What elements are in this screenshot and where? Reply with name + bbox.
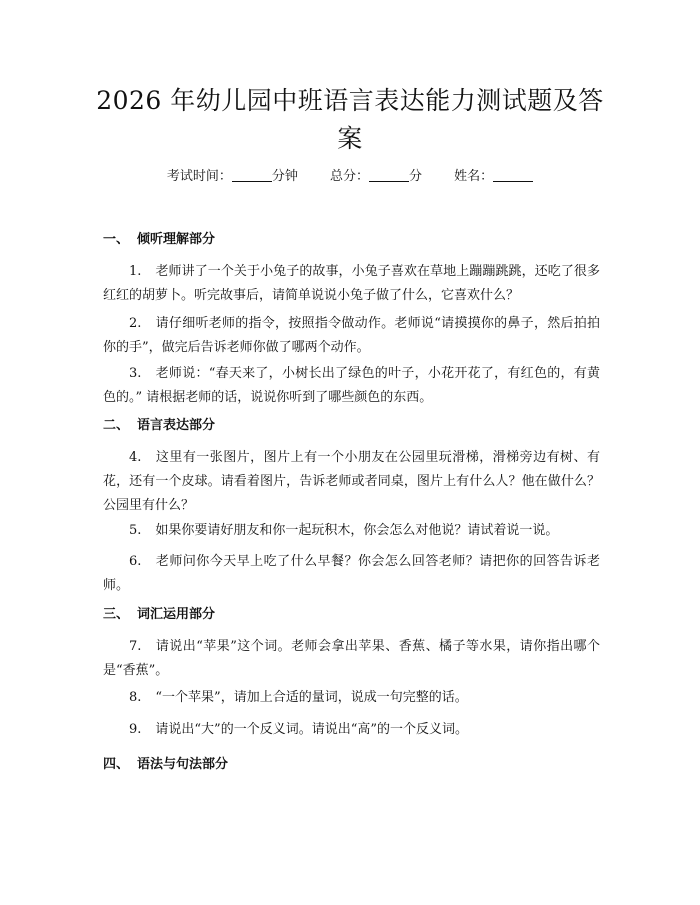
question-number: 5. xyxy=(129,523,142,538)
question-number: 8. xyxy=(129,690,142,705)
question-item xyxy=(103,550,600,598)
question-text: 这里有一张图片，图片上有一个小朋友在公园里玩滑梯，滑梯旁边有树、有花，还有一个皮球。请看着图片，告诉老师或者同桌，图片上有什么人？他在做什么？公园里有什么？ xyxy=(103,450,600,513)
title-line-1: 2026 年幼儿园中班语言表达能力测试题及答 xyxy=(96,86,604,115)
question-number: 9. xyxy=(129,722,142,737)
question-number: 3. xyxy=(129,366,142,381)
question-number: 6. xyxy=(129,554,142,569)
question-text: 老师说：“春天来了，小树长出了绿色的叶子，小花开花了，有红色的，有黄色的。” 请根据老师的话，说说你听到了哪些颜色的东西。 xyxy=(103,366,600,405)
section-heading xyxy=(103,231,215,249)
question-text: 请说出“大”的一个反义词。请说出“高”的一个反义词。 xyxy=(155,722,468,737)
section-number: 二、 xyxy=(103,418,130,433)
question-text: 老师问你今天早上吃了什么早餐？你会怎么回答老师？请把你的回答告诉老师。 xyxy=(103,554,600,593)
question-item xyxy=(103,635,600,683)
question-item xyxy=(103,362,600,410)
question-text: “一个苹果”，请加上合适的量词，说成一句完整的话。 xyxy=(155,690,468,705)
question-text: 老师讲了一个关于小兔子的故事，小兔子喜欢在草地上蹦蹦跳跳，还吃了很多红红的胡萝卜。听完故事后，请简单说说小兔子做了什么，它喜欢什么？ xyxy=(103,264,600,303)
exam-time-blank xyxy=(232,181,272,182)
section-title: 语法与句法部分 xyxy=(137,757,229,772)
question-number: 2. xyxy=(129,316,142,331)
exam-time-unit: 分钟 xyxy=(271,169,298,184)
question-number: 7. xyxy=(129,639,142,654)
exam-meta-line xyxy=(0,168,700,186)
section-title: 词汇运用部分 xyxy=(137,607,216,622)
question-number: 1. xyxy=(129,264,142,279)
question-text: 如果你要请好朋友和你一起玩积木，你会怎么对他说？请试着说一说。 xyxy=(155,523,559,538)
section-number: 四、 xyxy=(103,757,130,772)
total-score-unit: 分 xyxy=(409,169,423,184)
section-number: 三、 xyxy=(103,607,130,622)
section-heading xyxy=(103,417,215,435)
total-score-label: 总分： xyxy=(329,169,369,184)
student-name-blank xyxy=(493,181,533,182)
document-title xyxy=(95,82,605,158)
student-name-label: 姓名： xyxy=(454,169,494,184)
title-line-2: 案 xyxy=(337,124,363,153)
question-item xyxy=(103,260,600,308)
section-title: 倾听理解部分 xyxy=(137,232,216,247)
question-item xyxy=(103,446,600,518)
total-score-blank xyxy=(369,181,409,182)
exam-time-label: 考试时间： xyxy=(166,169,232,184)
question-item xyxy=(103,312,600,360)
section-heading xyxy=(103,756,228,774)
question-number: 4. xyxy=(129,450,142,465)
question-item xyxy=(103,686,600,710)
section-title: 语言表达部分 xyxy=(137,418,216,433)
question-item xyxy=(103,718,600,742)
total-score-field xyxy=(330,169,422,184)
student-name-field xyxy=(454,169,533,184)
question-text: 请仔细听老师的指令，按照指令做动作。老师说“请摸摸你的鼻子，然后拍拍你的手”，做完后告诉老师你做了哪两个动作。 xyxy=(103,316,600,355)
exam-time-field xyxy=(167,169,298,184)
question-text: 请说出“苹果”这个词。老师会拿出苹果、香蕉、橘子等水果，请你指出哪个是“香蕉”。 xyxy=(103,639,600,678)
section-heading xyxy=(103,606,215,624)
section-number: 一、 xyxy=(103,232,130,247)
question-item xyxy=(103,519,600,543)
